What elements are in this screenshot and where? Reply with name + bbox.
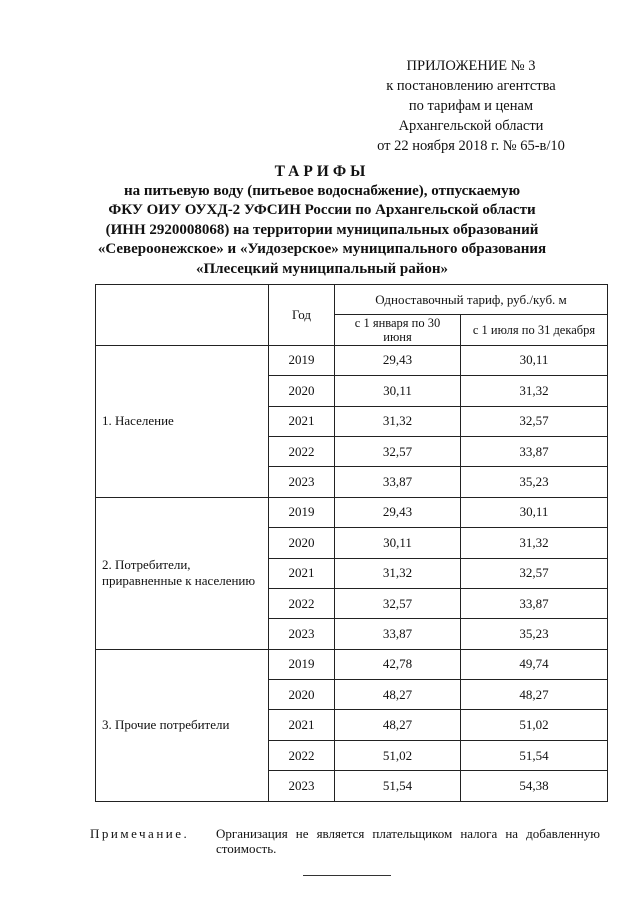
title-block xyxy=(80,162,564,279)
year-cell: 2023 xyxy=(269,467,335,497)
tariff-period-2-cell: 31,32 xyxy=(461,376,608,406)
tariff-period-1-cell: 32,57 xyxy=(335,436,461,466)
year-cell: 2022 xyxy=(269,436,335,466)
tariff-period-2-cell: 49,74 xyxy=(461,649,608,679)
category-cell: 2. Потребители, приравненные к населению xyxy=(96,497,269,649)
tariff-period-1-cell: 32,57 xyxy=(335,588,461,618)
appendix-line: к постановлению агентства xyxy=(386,78,556,94)
bottom-divider xyxy=(303,875,391,876)
year-cell: 2021 xyxy=(269,558,335,588)
category-cell: 1. Население xyxy=(96,345,269,497)
tariff-period-2-cell: 35,23 xyxy=(461,619,608,649)
year-cell: 2021 xyxy=(269,710,335,740)
title-line: «Плесецкий муниципальный район» xyxy=(195,260,449,277)
tariff-period-2-cell: 35,23 xyxy=(461,467,608,497)
header-tariff: Одноставочный тариф, руб./куб. м xyxy=(335,285,608,315)
note-text: Организация не является плательщиком налога на добавленную стоимость. xyxy=(216,826,600,856)
tariff-period-2-cell: 30,11 xyxy=(461,345,608,375)
tariff-period-1-cell: 48,27 xyxy=(335,710,461,740)
tariff-period-1-cell: 30,11 xyxy=(335,528,461,558)
tariff-period-1-cell: 33,87 xyxy=(335,467,461,497)
tariff-period-1-cell: 29,43 xyxy=(335,497,461,527)
tariff-period-2-cell: 31,32 xyxy=(461,528,608,558)
tariff-period-1-cell: 30,11 xyxy=(335,376,461,406)
header-period-2: с 1 июля по 31 декабря xyxy=(461,315,608,345)
tariff-period-2-cell: 33,87 xyxy=(461,588,608,618)
tariff-table xyxy=(95,284,608,802)
tariff-period-2-cell: 32,57 xyxy=(461,558,608,588)
appendix-date: от 22 ноября 2018 г. № 65-в/10 xyxy=(377,138,565,154)
tariff-period-1-cell: 51,54 xyxy=(335,771,461,801)
year-cell: 2019 xyxy=(269,497,335,527)
tariff-period-2-cell: 48,27 xyxy=(461,680,608,710)
appendix-block xyxy=(340,56,602,156)
tariff-period-1-cell: 51,02 xyxy=(335,740,461,770)
header-year: Год xyxy=(269,285,335,346)
year-cell: 2021 xyxy=(269,406,335,436)
category-cell: 3. Прочие потребители xyxy=(96,649,269,801)
appendix-line: по тарифам и ценам xyxy=(408,98,534,114)
table-row xyxy=(96,497,608,527)
year-cell: 2023 xyxy=(269,619,335,649)
year-cell: 2020 xyxy=(269,528,335,558)
tariff-period-1-cell: 31,32 xyxy=(335,406,461,436)
table-row xyxy=(96,345,608,375)
year-cell: 2023 xyxy=(269,771,335,801)
appendix-number: ПРИЛОЖЕНИЕ № 3 xyxy=(406,58,536,74)
appendix-line: Архангельской области xyxy=(398,118,544,134)
table-row xyxy=(96,649,608,679)
year-cell: 2019 xyxy=(269,649,335,679)
tariff-period-2-cell: 30,11 xyxy=(461,497,608,527)
tariff-period-2-cell: 33,87 xyxy=(461,436,608,466)
year-cell: 2022 xyxy=(269,740,335,770)
title-line: (ИНН 2920008068) на территории муниципальных образований xyxy=(105,221,539,238)
year-cell: 2020 xyxy=(269,680,335,710)
tariff-period-1-cell: 29,43 xyxy=(335,345,461,375)
table-header-row xyxy=(96,285,608,315)
year-cell: 2019 xyxy=(269,345,335,375)
tariff-period-1-cell: 42,78 xyxy=(335,649,461,679)
year-cell: 2020 xyxy=(269,376,335,406)
title-line: на питьевую воду (питьевое водоснабжение), отпускаемую xyxy=(123,182,521,199)
page-title: ТАРИФЫ xyxy=(274,163,370,180)
tariff-period-2-cell: 54,38 xyxy=(461,771,608,801)
tariff-period-2-cell: 51,02 xyxy=(461,710,608,740)
note-label: Примечание. xyxy=(90,826,190,841)
tariff-period-1-cell: 31,32 xyxy=(335,558,461,588)
header-category-cell xyxy=(96,285,269,346)
tariff-period-1-cell: 33,87 xyxy=(335,619,461,649)
tariff-period-2-cell: 32,57 xyxy=(461,406,608,436)
title-line: ФКУ ОИУ ОУХД-2 УФСИН России по Архангельской области xyxy=(108,202,536,218)
tariff-period-1-cell: 48,27 xyxy=(335,680,461,710)
header-period-1: с 1 января по 30 июня xyxy=(335,315,461,345)
tariff-period-2-cell: 51,54 xyxy=(461,740,608,770)
year-cell: 2022 xyxy=(269,588,335,618)
title-line: «Североонежское» и «Уидозерское» муниципального образования xyxy=(97,241,547,257)
